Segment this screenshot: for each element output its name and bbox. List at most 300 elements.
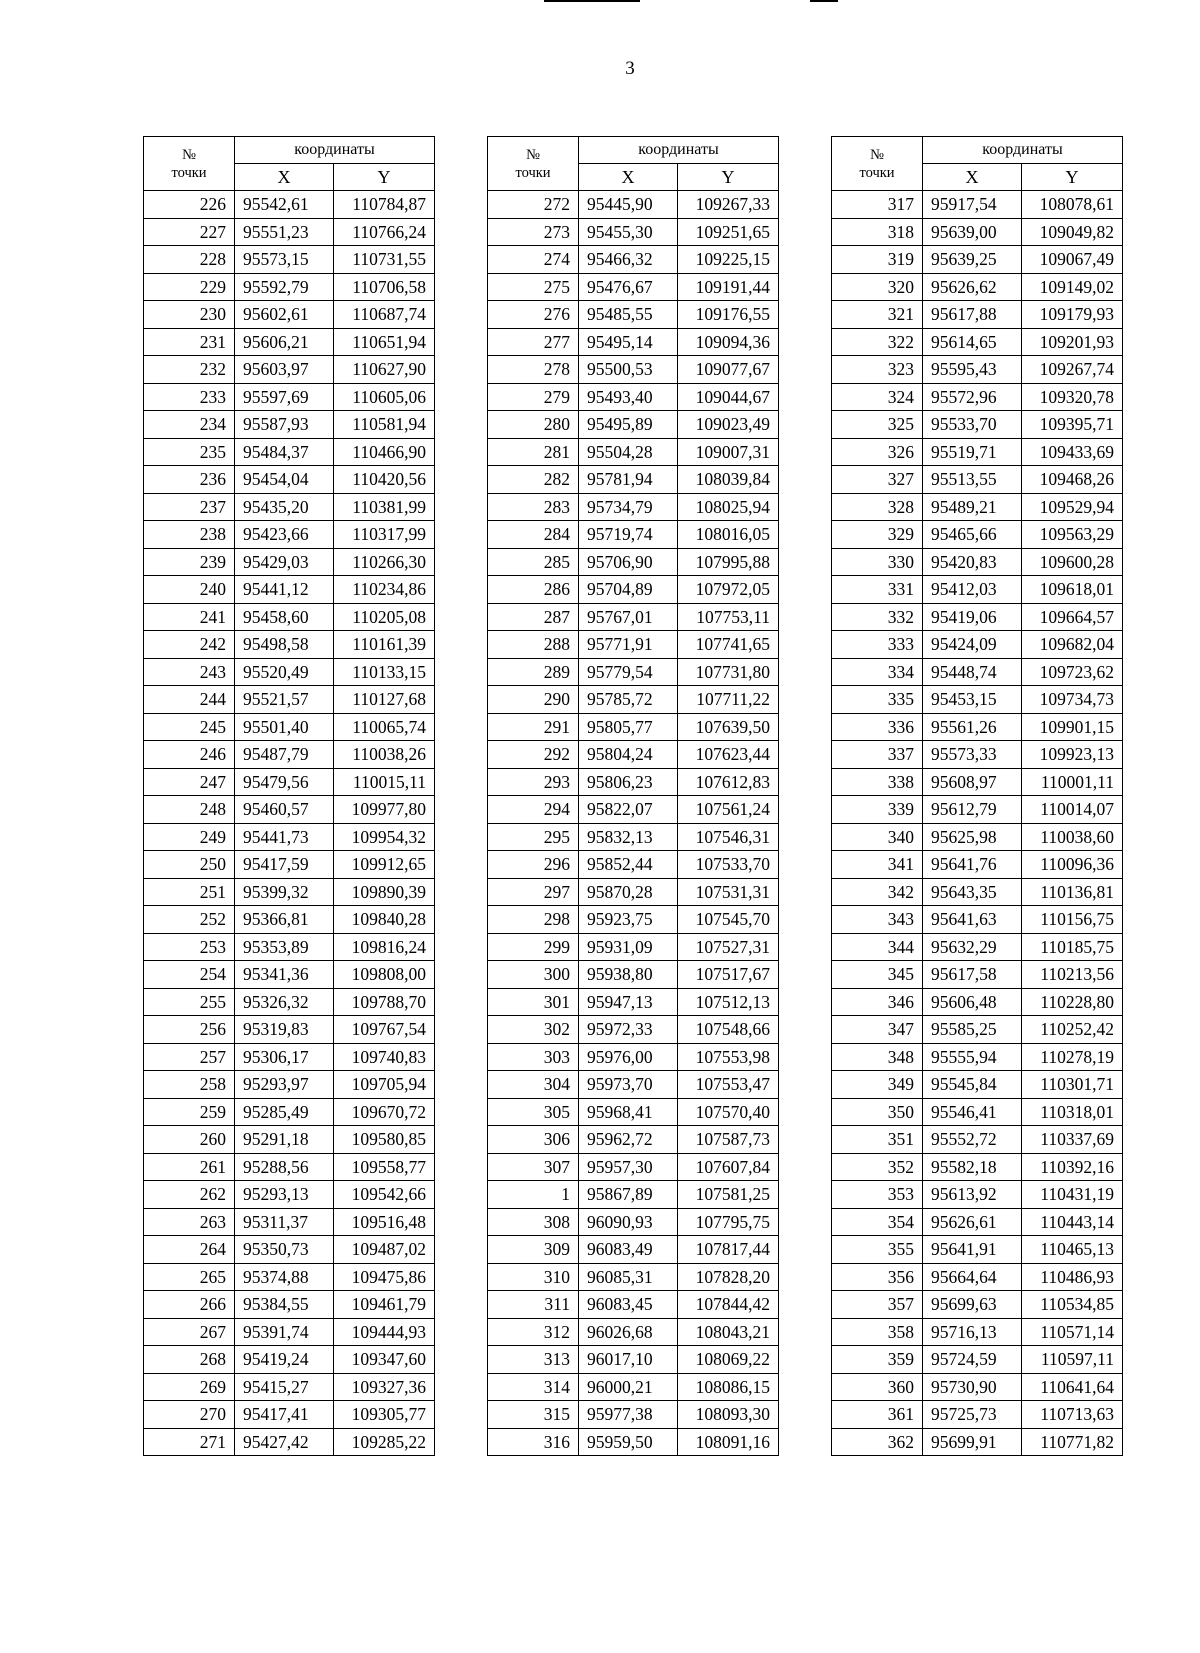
- point-number-cell: 328: [832, 493, 923, 521]
- point-number-cell: 289: [488, 658, 579, 686]
- table-row: [832, 1181, 1123, 1209]
- y-coordinate-cell: 110318,01: [1022, 1098, 1123, 1126]
- y-coordinate-cell: 110420,56: [334, 466, 435, 494]
- x-coordinate-cell: 95806,23: [579, 768, 678, 796]
- table-row: [832, 1346, 1123, 1374]
- y-coordinate-cell: 110771,82: [1022, 1428, 1123, 1456]
- table-row: [832, 988, 1123, 1016]
- table-row: [144, 1071, 435, 1099]
- table-row: [488, 466, 779, 494]
- y-coordinate-cell: 107828,20: [678, 1263, 779, 1291]
- y-coordinate-cell: 108086,15: [678, 1373, 779, 1401]
- y-coordinate-cell: 109912,65: [334, 851, 435, 879]
- x-coordinate-cell: 95625,98: [923, 823, 1022, 851]
- point-number-cell: 283: [488, 493, 579, 521]
- table-row: [832, 1318, 1123, 1346]
- table-row: [488, 493, 779, 521]
- point-number-cell: 301: [488, 988, 579, 1016]
- y-coordinate-cell: 109600,28: [1022, 548, 1123, 576]
- table-row: [832, 438, 1123, 466]
- x-coordinate-cell: 95977,38: [579, 1401, 678, 1429]
- table-row: [144, 1043, 435, 1071]
- y-coordinate-cell: 109816,24: [334, 933, 435, 961]
- table-row: [488, 741, 779, 769]
- x-coordinate-cell: 95706,90: [579, 548, 678, 576]
- x-coordinate-cell: 95533,70: [923, 411, 1022, 439]
- x-coordinate-cell: 95643,35: [923, 878, 1022, 906]
- coordinates-table-1: [143, 136, 435, 1456]
- y-coordinate-cell: 109201,93: [1022, 328, 1123, 356]
- table-row: [144, 1208, 435, 1236]
- x-coordinate-cell: 95521,57: [235, 686, 334, 714]
- x-coordinate-cell: 95455,30: [579, 218, 678, 246]
- table-row: [832, 1043, 1123, 1071]
- x-coordinate-cell: 95501,40: [235, 713, 334, 741]
- x-coordinate-cell: 95441,12: [235, 576, 334, 604]
- x-coordinate-cell: 95435,20: [235, 493, 334, 521]
- y-coordinate-cell: 110581,94: [334, 411, 435, 439]
- point-number-cell: 322: [832, 328, 923, 356]
- y-coordinate-cell: 107817,44: [678, 1236, 779, 1264]
- y-coordinate-cell: 107531,31: [678, 878, 779, 906]
- x-coordinate-cell: 95311,37: [235, 1208, 334, 1236]
- x-coordinate-cell: 95423,66: [235, 521, 334, 549]
- y-coordinate-cell: 109094,36: [678, 328, 779, 356]
- table-row: [832, 796, 1123, 824]
- x-coordinate-cell: 95458,60: [235, 603, 334, 631]
- table-row: [144, 1373, 435, 1401]
- x-coordinate-cell: 95573,15: [235, 246, 334, 274]
- x-coordinate-cell: 95779,54: [579, 658, 678, 686]
- y-coordinate-cell: 110065,74: [334, 713, 435, 741]
- point-number-cell: 329: [832, 521, 923, 549]
- table-row: [832, 1098, 1123, 1126]
- point-number-cell: 357: [832, 1291, 923, 1319]
- table-row: [488, 658, 779, 686]
- x-coordinate-cell: 95947,13: [579, 988, 678, 1016]
- point-number-cell: 281: [488, 438, 579, 466]
- point-number-cell: 239: [144, 548, 235, 576]
- point-number-cell: 244: [144, 686, 235, 714]
- y-coordinate-cell: 109664,57: [1022, 603, 1123, 631]
- point-number-cell: 352: [832, 1153, 923, 1181]
- y-coordinate-cell: 107517,67: [678, 961, 779, 989]
- table-row: [832, 383, 1123, 411]
- y-coordinate-cell: 107711,22: [678, 686, 779, 714]
- y-coordinate-cell: 110466,90: [334, 438, 435, 466]
- point-number-cell: 300: [488, 961, 579, 989]
- point-number-cell: 345: [832, 961, 923, 989]
- page-number: 3: [625, 58, 635, 79]
- y-coordinate-cell: 107995,88: [678, 548, 779, 576]
- point-number-cell: 246: [144, 741, 235, 769]
- x-coordinate-cell: 95612,79: [923, 796, 1022, 824]
- x-coordinate-cell: 95962,72: [579, 1126, 678, 1154]
- point-number-cell: 314: [488, 1373, 579, 1401]
- x-coordinate-cell: 95495,14: [579, 328, 678, 356]
- y-coordinate-cell: 108039,84: [678, 466, 779, 494]
- point-number-cell: 290: [488, 686, 579, 714]
- x-coordinate-cell: 95641,76: [923, 851, 1022, 879]
- table-row: [144, 301, 435, 329]
- point-number-cell: 309: [488, 1236, 579, 1264]
- point-number-cell: 339: [832, 796, 923, 824]
- x-coordinate-cell: 95326,32: [235, 988, 334, 1016]
- x-coordinate-cell: 95484,37: [235, 438, 334, 466]
- table-row: [488, 1346, 779, 1374]
- x-coordinate-cell: 95614,65: [923, 328, 1022, 356]
- x-coordinate-cell: 95595,43: [923, 356, 1022, 384]
- point-number-cell: 235: [144, 438, 235, 466]
- table-row: [488, 1098, 779, 1126]
- x-coordinate-cell: 95972,33: [579, 1016, 678, 1044]
- table-row: [832, 1291, 1123, 1319]
- point-number-cell: 279: [488, 383, 579, 411]
- table-row: [488, 438, 779, 466]
- x-coordinate-cell: 95504,28: [579, 438, 678, 466]
- table-row: [144, 961, 435, 989]
- x-coordinate-cell: 95552,72: [923, 1126, 1022, 1154]
- point-number-cell: 351: [832, 1126, 923, 1154]
- x-coordinate-cell: 95424,09: [923, 631, 1022, 659]
- x-coordinate-cell: 95572,96: [923, 383, 1022, 411]
- point-number-cell: 355: [832, 1236, 923, 1264]
- x-coordinate-cell: 95832,13: [579, 823, 678, 851]
- table-row: [144, 823, 435, 851]
- table-row: [832, 713, 1123, 741]
- x-coordinate-cell: 95639,25: [923, 246, 1022, 274]
- table-row: [832, 1016, 1123, 1044]
- point-number-cell: 229: [144, 273, 235, 301]
- table-row: [488, 246, 779, 274]
- table-row: [832, 686, 1123, 714]
- y-coordinate-cell: 110465,13: [1022, 1236, 1123, 1264]
- point-number-cell: 275: [488, 273, 579, 301]
- x-coordinate-cell: 95734,79: [579, 493, 678, 521]
- y-coordinate-cell: 107570,40: [678, 1098, 779, 1126]
- point-number-cell: 265: [144, 1263, 235, 1291]
- table-row: [144, 1291, 435, 1319]
- table-row: [488, 273, 779, 301]
- point-number-cell: 247: [144, 768, 235, 796]
- point-number-cell: 234: [144, 411, 235, 439]
- y-coordinate-cell: 109977,80: [334, 796, 435, 824]
- point-number-cell: 344: [832, 933, 923, 961]
- point-number-cell: 241: [144, 603, 235, 631]
- table-row: [488, 1043, 779, 1071]
- x-coordinate-cell: 95519,71: [923, 438, 1022, 466]
- x-coordinate-cell: 95417,41: [235, 1401, 334, 1429]
- y-coordinate-cell: 110278,19: [1022, 1043, 1123, 1071]
- table-row: [144, 603, 435, 631]
- point-number-cell: 252: [144, 906, 235, 934]
- table-row: [832, 631, 1123, 659]
- point-number-cell: 324: [832, 383, 923, 411]
- y-coordinate-cell: 110731,55: [334, 246, 435, 274]
- y-coordinate-cell: 110136,81: [1022, 878, 1123, 906]
- y-coordinate-cell: 107612,83: [678, 768, 779, 796]
- table-row: [488, 356, 779, 384]
- point-number-cell: 326: [832, 438, 923, 466]
- y-coordinate-cell: 110161,39: [334, 631, 435, 659]
- y-coordinate-cell: 107587,73: [678, 1126, 779, 1154]
- table-row: [488, 521, 779, 549]
- x-coordinate-cell: 95664,64: [923, 1263, 1022, 1291]
- point-number-cell: 320: [832, 273, 923, 301]
- point-number-cell: 299: [488, 933, 579, 961]
- y-coordinate-cell: 109347,60: [334, 1346, 435, 1374]
- table-row: [144, 1401, 435, 1429]
- y-coordinate-cell: 109923,13: [1022, 741, 1123, 769]
- point-number-cell: 343: [832, 906, 923, 934]
- y-coordinate-cell: 107741,65: [678, 631, 779, 659]
- y-coordinate-cell: 109191,44: [678, 273, 779, 301]
- table-row: [832, 191, 1123, 219]
- x-coordinate-cell: 95420,83: [923, 548, 1022, 576]
- x-coordinate-cell: 95479,56: [235, 768, 334, 796]
- point-number-cell: 313: [488, 1346, 579, 1374]
- y-coordinate-cell: 109529,94: [1022, 493, 1123, 521]
- x-coordinate-cell: 95366,81: [235, 906, 334, 934]
- y-coordinate-cell: 107844,42: [678, 1291, 779, 1319]
- point-number-cell: 238: [144, 521, 235, 549]
- table-row: [488, 631, 779, 659]
- table-row: [832, 1236, 1123, 1264]
- point-number-cell: 280: [488, 411, 579, 439]
- y-coordinate-cell: 109705,94: [334, 1071, 435, 1099]
- x-coordinate-cell: 95639,00: [923, 218, 1022, 246]
- table-row: [832, 521, 1123, 549]
- x-coordinate-cell: 95500,53: [579, 356, 678, 384]
- x-coordinate-cell: 95931,09: [579, 933, 678, 961]
- x-coordinate-cell: 95489,21: [923, 493, 1022, 521]
- point-number-cell: 249: [144, 823, 235, 851]
- table-row: [832, 246, 1123, 274]
- y-header: Y: [678, 164, 779, 191]
- table-row: [488, 686, 779, 714]
- y-coordinate-cell: 109461,79: [334, 1291, 435, 1319]
- point-number-cell: 297: [488, 878, 579, 906]
- y-coordinate-cell: 110228,80: [1022, 988, 1123, 1016]
- point-number-cell: 361: [832, 1401, 923, 1429]
- x-coordinate-cell: 96090,93: [579, 1208, 678, 1236]
- x-coordinate-cell: 95730,90: [923, 1373, 1022, 1401]
- y-coordinate-cell: 108091,16: [678, 1428, 779, 1456]
- point-number-cell: 305: [488, 1098, 579, 1126]
- y-coordinate-cell: 110156,75: [1022, 906, 1123, 934]
- y-coordinate-cell: 107546,31: [678, 823, 779, 851]
- coordinates-header: координаты: [923, 137, 1123, 164]
- y-coordinate-cell: 107639,50: [678, 713, 779, 741]
- x-coordinate-cell: 95582,18: [923, 1153, 1022, 1181]
- point-number-cell: 233: [144, 383, 235, 411]
- y-coordinate-cell: 109954,32: [334, 823, 435, 851]
- table-row: [144, 411, 435, 439]
- x-header: X: [235, 164, 334, 191]
- point-number-cell: 236: [144, 466, 235, 494]
- table-row: [832, 548, 1123, 576]
- table-row: [488, 961, 779, 989]
- point-number-cell: 319: [832, 246, 923, 274]
- point-number-cell: 270: [144, 1401, 235, 1429]
- point-number-cell: 327: [832, 466, 923, 494]
- y-coordinate-cell: 109444,93: [334, 1318, 435, 1346]
- y-coordinate-cell: 109251,65: [678, 218, 779, 246]
- x-coordinate-cell: 95959,50: [579, 1428, 678, 1456]
- y-coordinate-cell: 109225,15: [678, 246, 779, 274]
- x-coordinate-cell: 95867,89: [579, 1181, 678, 1209]
- point-number-cell: 287: [488, 603, 579, 631]
- y-coordinate-cell: 109542,66: [334, 1181, 435, 1209]
- point-number-cell: 346: [832, 988, 923, 1016]
- y-coordinate-cell: 110784,87: [334, 191, 435, 219]
- point-number-cell: 253: [144, 933, 235, 961]
- table-row: [832, 1071, 1123, 1099]
- table-row: [832, 603, 1123, 631]
- point-number-cell: 258: [144, 1071, 235, 1099]
- y-coordinate-cell: 109890,39: [334, 878, 435, 906]
- table-row: [488, 301, 779, 329]
- y-coordinate-cell: 110687,74: [334, 301, 435, 329]
- x-coordinate-cell: 95285,49: [235, 1098, 334, 1126]
- point-number-cell: 291: [488, 713, 579, 741]
- table-row: [144, 933, 435, 961]
- y-coordinate-cell: 110337,69: [1022, 1126, 1123, 1154]
- y-coordinate-cell: 110038,26: [334, 741, 435, 769]
- point-number-cell: 293: [488, 768, 579, 796]
- x-coordinate-cell: 95487,79: [235, 741, 334, 769]
- x-coordinate-cell: 95597,69: [235, 383, 334, 411]
- x-coordinate-cell: 95391,74: [235, 1318, 334, 1346]
- point-number-cell: 360: [832, 1373, 923, 1401]
- y-coordinate-cell: 109767,54: [334, 1016, 435, 1044]
- point-number-cell: 358: [832, 1318, 923, 1346]
- table-row: [488, 1401, 779, 1429]
- x-coordinate-cell: 95767,01: [579, 603, 678, 631]
- x-coordinate-cell: 95923,75: [579, 906, 678, 934]
- table-row: [488, 1373, 779, 1401]
- point-number-cell: 332: [832, 603, 923, 631]
- point-number-cell: 277: [488, 328, 579, 356]
- point-number-cell: 350: [832, 1098, 923, 1126]
- table-row: [144, 1098, 435, 1126]
- y-coordinate-cell: 107533,70: [678, 851, 779, 879]
- table-row: [144, 273, 435, 301]
- x-coordinate-cell: 95412,03: [923, 576, 1022, 604]
- point-number-cell: 321: [832, 301, 923, 329]
- y-coordinate-cell: 108043,21: [678, 1318, 779, 1346]
- table-row: [488, 1428, 779, 1456]
- point-number-cell: 340: [832, 823, 923, 851]
- table-row: [832, 1428, 1123, 1456]
- table-row: [144, 658, 435, 686]
- table-row: [832, 823, 1123, 851]
- point-number-cell: 240: [144, 576, 235, 604]
- y-coordinate-cell: 109327,36: [334, 1373, 435, 1401]
- table-row: [144, 218, 435, 246]
- coordinates-table-2: [487, 136, 779, 1456]
- table-row: [832, 851, 1123, 879]
- x-coordinate-cell: 95427,42: [235, 1428, 334, 1456]
- point-number-cell: 330: [832, 548, 923, 576]
- x-coordinate-cell: 95785,72: [579, 686, 678, 714]
- y-coordinate-cell: 110096,36: [1022, 851, 1123, 879]
- point-number-cell: 231: [144, 328, 235, 356]
- x-coordinate-cell: 95546,41: [923, 1098, 1022, 1126]
- x-coordinate-cell: 95441,73: [235, 823, 334, 851]
- x-coordinate-cell: 95719,74: [579, 521, 678, 549]
- x-coordinate-cell: 95587,93: [235, 411, 334, 439]
- point-number-cell: 318: [832, 218, 923, 246]
- table-row: [832, 466, 1123, 494]
- table-row: [832, 493, 1123, 521]
- point-number-cell: 259: [144, 1098, 235, 1126]
- point-number-cell: 267: [144, 1318, 235, 1346]
- table-row: [488, 1126, 779, 1154]
- point-number-cell: 285: [488, 548, 579, 576]
- y-coordinate-cell: 109516,48: [334, 1208, 435, 1236]
- table-row: [488, 1016, 779, 1044]
- point-number-cell: 257: [144, 1043, 235, 1071]
- table-body: [832, 191, 1123, 1456]
- point-number-cell: 303: [488, 1043, 579, 1071]
- y-coordinate-cell: 109901,15: [1022, 713, 1123, 741]
- table-row: [144, 466, 435, 494]
- table-row: [144, 521, 435, 549]
- point-number-cell: 271: [144, 1428, 235, 1456]
- coordinates-header: координаты: [235, 137, 435, 164]
- x-coordinate-cell: 95699,91: [923, 1428, 1022, 1456]
- y-coordinate-cell: 110205,08: [334, 603, 435, 631]
- table-row: [832, 1208, 1123, 1236]
- table-row: [832, 741, 1123, 769]
- x-coordinate-cell: 95704,89: [579, 576, 678, 604]
- point-number-header: [488, 137, 579, 191]
- table-row: [832, 411, 1123, 439]
- table-row: [144, 246, 435, 274]
- point-number-cell: 312: [488, 1318, 579, 1346]
- y-coordinate-cell: 110014,07: [1022, 796, 1123, 824]
- point-number-cell: 331: [832, 576, 923, 604]
- y-coordinate-cell: 110015,11: [334, 768, 435, 796]
- y-coordinate-cell: 109788,70: [334, 988, 435, 1016]
- y-coordinate-cell: 110001,11: [1022, 768, 1123, 796]
- table-row: [488, 1318, 779, 1346]
- point-label: точки: [171, 164, 207, 181]
- y-coordinate-cell: 109558,77: [334, 1153, 435, 1181]
- x-coordinate-cell: 96083,49: [579, 1236, 678, 1264]
- y-coordinate-cell: 109023,49: [678, 411, 779, 439]
- y-coordinate-cell: 108025,94: [678, 493, 779, 521]
- x-coordinate-cell: 95699,63: [923, 1291, 1022, 1319]
- point-number-cell: 256: [144, 1016, 235, 1044]
- x-coordinate-cell: 95495,89: [579, 411, 678, 439]
- y-coordinate-cell: 109285,22: [334, 1428, 435, 1456]
- table-row: [144, 1236, 435, 1264]
- point-number-cell: 356: [832, 1263, 923, 1291]
- point-number-cell: 337: [832, 741, 923, 769]
- point-number-cell: 307: [488, 1153, 579, 1181]
- table-row: [488, 328, 779, 356]
- x-coordinate-cell: 95641,91: [923, 1236, 1022, 1264]
- y-coordinate-cell: 109618,01: [1022, 576, 1123, 604]
- y-coordinate-cell: 110605,06: [334, 383, 435, 411]
- point-number-cell: 282: [488, 466, 579, 494]
- table-row: [144, 356, 435, 384]
- point-number-cell: 264: [144, 1236, 235, 1264]
- table-row: [488, 1071, 779, 1099]
- y-coordinate-cell: 110317,99: [334, 521, 435, 549]
